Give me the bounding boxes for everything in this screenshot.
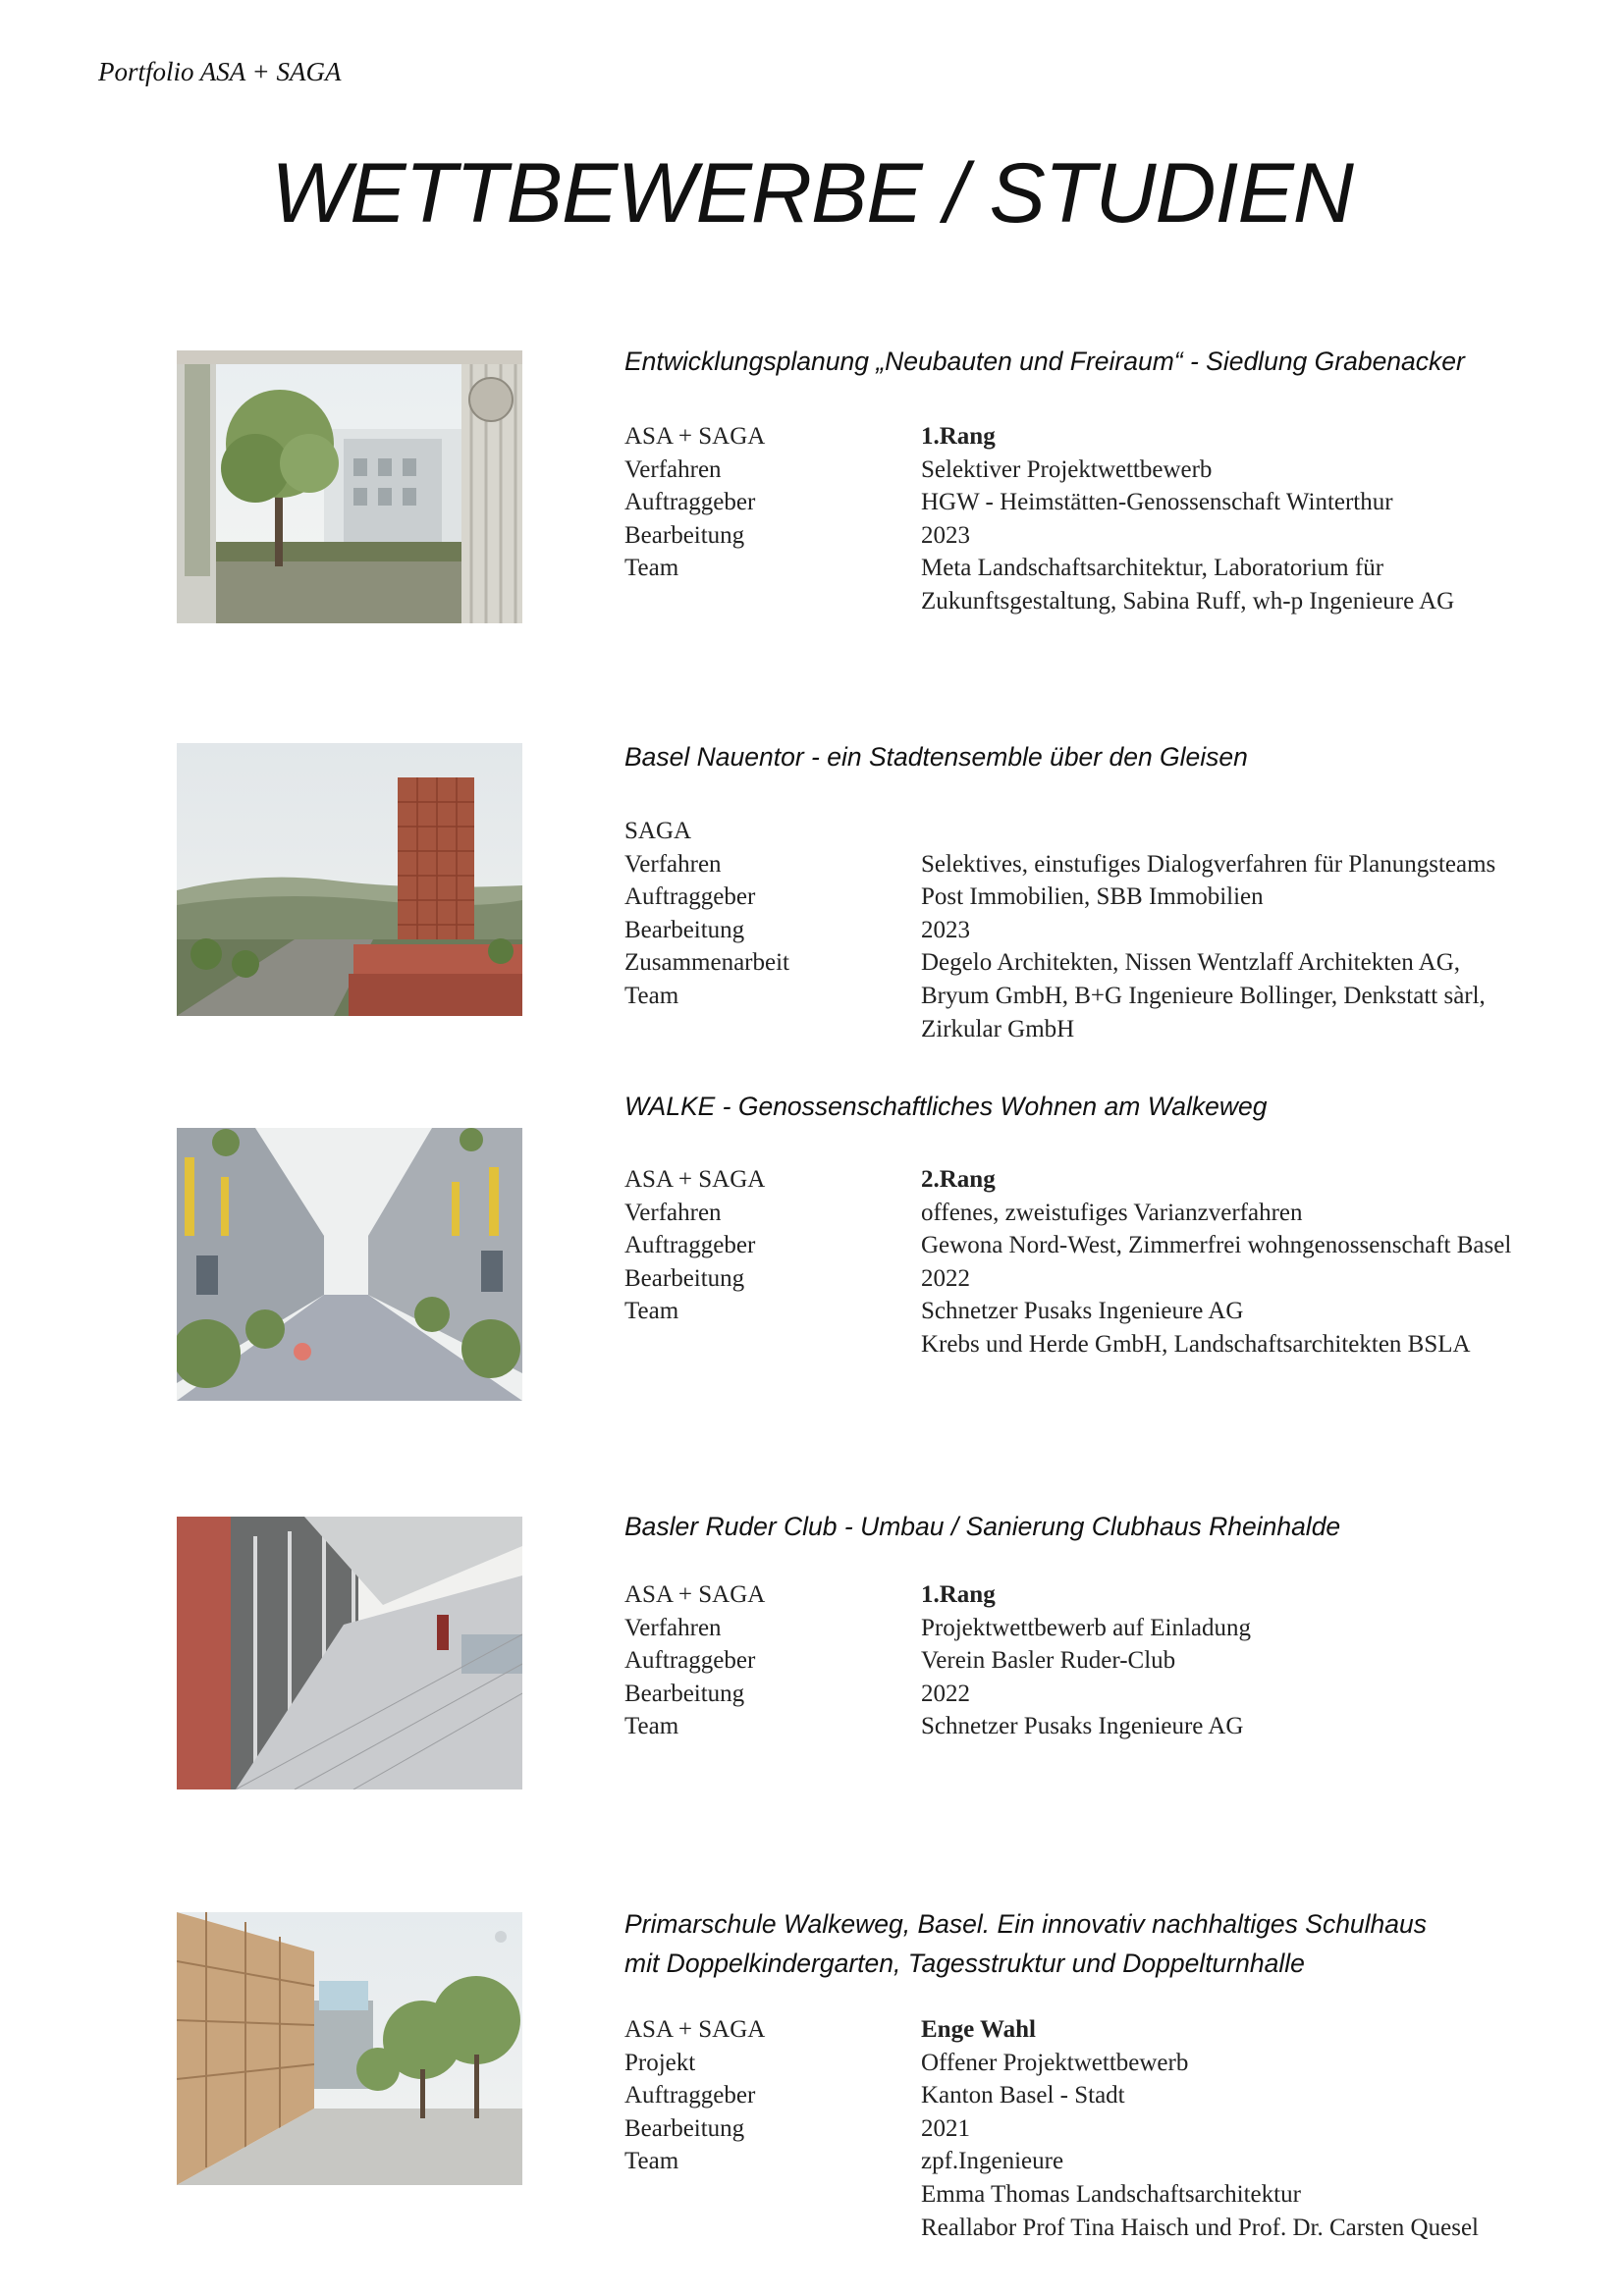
detail-row	[624, 2112, 1589, 2146]
detail-value: Meta Landschaftsarchitektur, Laboratorium für Zukunftsgestaltung, Sabina Ruff, wh-p Ingenieure AG	[921, 555, 1455, 614]
project-details	[624, 2013, 1589, 2244]
detail-value: Bryum GmbH, B+G Ingenieure Bollinger, Denkstatt sàrl, Zirkular GmbH	[921, 982, 1486, 1042]
detail-row	[624, 1163, 1589, 1197]
detail-row	[624, 881, 1589, 914]
detail-label: Bearbeitung	[624, 2114, 745, 2142]
detail-value: Kanton Basel - Stadt	[921, 2082, 1125, 2109]
project-title: Basler Ruder Club - Umbau / Sanierung Clubhaus Rheinhalde	[624, 1512, 1341, 1541]
detail-row	[624, 1612, 1589, 1645]
detail-value: 1.Rang	[921, 1581, 996, 1608]
project-title: Entwicklungsplanung „Neubauten und Freiraum“ - Siedlung Grabenacker	[624, 347, 1465, 376]
detail-value: 2.Rang	[921, 1166, 996, 1193]
detail-label: Auftraggeber	[624, 1647, 756, 1675]
detail-row	[624, 519, 1589, 553]
detail-row	[624, 815, 1589, 848]
detail-value: Schnetzer Pusaks Ingenieure AG	[921, 1713, 1244, 1740]
page-header: Portfolio ASA + SAGA	[98, 57, 342, 86]
project-details	[624, 1163, 1589, 1362]
detail-value: 2023	[921, 521, 970, 549]
detail-label: Verfahren	[624, 1199, 722, 1226]
detail-row	[624, 980, 1589, 1045]
detail-value: Post Immobilien, SBB Immobilien	[921, 883, 1264, 911]
project-title: Basel Nauentor - ein Stadtensemble über den Gleisen	[624, 742, 1248, 772]
detail-value: Schnetzer Pusaks Ingenieure AG Krebs und Herde GmbH, Landschaftsarchitekten BSLA	[921, 1298, 1471, 1358]
detail-row	[624, 946, 1589, 980]
detail-value: 2022	[921, 1680, 970, 1707]
detail-value: offenes, zweistufiges Varianzverfahren	[921, 1199, 1303, 1226]
detail-value: HGW - Heimstätten-Genossenschaft Winterthur	[921, 489, 1393, 516]
detail-label: Verfahren	[624, 455, 722, 483]
detail-value: Gewona Nord-West, Zimmerfrei wohngenossenschaft Basel	[921, 1232, 1512, 1259]
detail-row	[624, 1710, 1589, 1743]
detail-label: ASA + SAGA	[624, 423, 766, 450]
detail-label: Team	[624, 982, 679, 1009]
detail-value: Enge Wahl	[921, 2016, 1036, 2043]
detail-value: zpf.Ingenieure Emma Thomas Landschaftsarchitektur Reallabor Prof Tina Haisch und Prof. Dr. Carsten Quesel	[921, 2148, 1479, 2241]
detail-row	[624, 2047, 1589, 2080]
project-rendering-image	[177, 1912, 522, 2185]
detail-label: SAGA	[624, 818, 692, 844]
project-rendering-image	[177, 350, 522, 623]
detail-label: Auftraggeber	[624, 883, 756, 911]
detail-row	[624, 486, 1589, 519]
detail-value: Projektwettbewerb auf Einladung	[921, 1614, 1252, 1641]
detail-value: Selektives, einstufiges Dialogverfahren für Planungsteams	[921, 850, 1496, 878]
project-details	[624, 815, 1589, 1045]
detail-row	[624, 914, 1589, 947]
detail-value: Degelo Architekten, Nissen Wentzlaff Architekten AG,	[921, 949, 1460, 977]
detail-row	[624, 2013, 1589, 2047]
detail-label: ASA + SAGA	[624, 1166, 766, 1193]
project-rendering-image	[177, 743, 522, 1016]
detail-label: Team	[624, 1298, 679, 1325]
detail-label: Team	[624, 1713, 679, 1740]
detail-label: Verfahren	[624, 1614, 722, 1641]
detail-row	[624, 1262, 1589, 1296]
detail-label: ASA + SAGA	[624, 1581, 766, 1608]
project-title: WALKE - Genossenschaftliches Wohnen am Walkeweg	[624, 1092, 1268, 1121]
detail-label: Auftraggeber	[624, 1232, 756, 1259]
detail-row	[624, 1644, 1589, 1678]
detail-row	[624, 1578, 1589, 1612]
detail-row	[624, 454, 1589, 487]
page-title: WETTBEWERBE / STUDIEN	[271, 146, 1353, 240]
detail-label: Zusammenarbeit	[624, 949, 789, 977]
detail-label: Auftraggeber	[624, 2082, 756, 2109]
detail-row	[624, 1295, 1589, 1361]
detail-value	[921, 815, 1589, 848]
project-rendering-image	[177, 1128, 522, 1401]
project-rendering-image	[177, 1517, 522, 1789]
detail-label: Bearbeitung	[624, 1264, 745, 1292]
detail-label: Bearbeitung	[624, 521, 745, 549]
detail-value: 2023	[921, 916, 970, 943]
detail-row	[624, 848, 1589, 881]
detail-value: Selektiver Projektwettbewerb	[921, 455, 1213, 483]
project-details	[624, 1578, 1589, 1743]
detail-row	[624, 1678, 1589, 1711]
detail-value: Verein Basler Ruder-Club	[921, 1647, 1176, 1675]
detail-row	[624, 2145, 1589, 2244]
detail-label: Bearbeitung	[624, 1680, 745, 1707]
detail-row	[624, 552, 1589, 617]
detail-label: Verfahren	[624, 850, 722, 878]
detail-label: Bearbeitung	[624, 916, 745, 943]
project-details	[624, 420, 1589, 618]
detail-value: 2022	[921, 1264, 970, 1292]
detail-row	[624, 1197, 1589, 1230]
detail-label: Team	[624, 555, 679, 582]
detail-label: Projekt	[624, 2049, 696, 2076]
detail-row	[624, 420, 1589, 454]
project-title: Primarschule Walkeweg, Basel. Ein innovativ nachhaltiges Schulhaus mit Doppelkindergarten, Tagesstruktur und Doppelturnhalle	[624, 1909, 1428, 1978]
detail-row	[624, 1229, 1589, 1262]
detail-value: Offener Projektwettbewerb	[921, 2049, 1189, 2076]
detail-value: 1.Rang	[921, 423, 996, 450]
detail-row	[624, 2079, 1589, 2112]
detail-label: Team	[624, 2148, 679, 2175]
detail-label: ASA + SAGA	[624, 2016, 766, 2043]
detail-value: 2021	[921, 2114, 970, 2142]
detail-label: Auftraggeber	[624, 489, 756, 516]
